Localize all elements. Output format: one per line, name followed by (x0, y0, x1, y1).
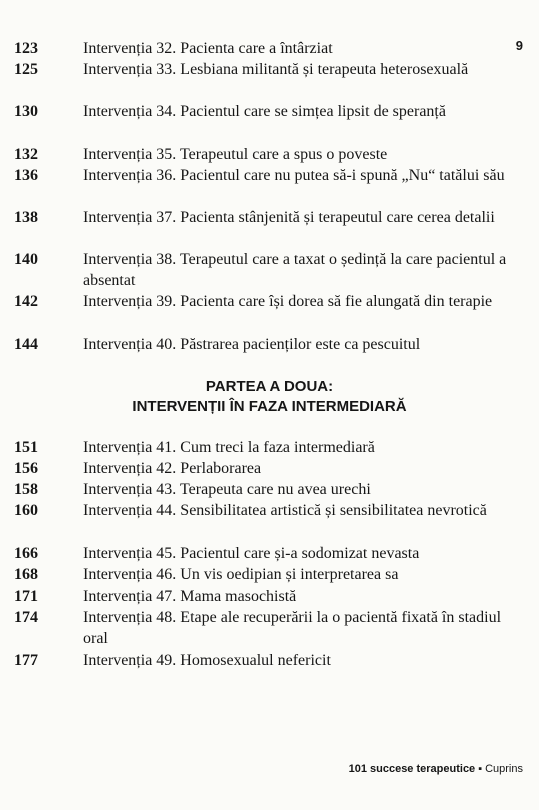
toc-entry-title: Intervenția 37. Pacienta stânjenită și terapeutul care cerea detalii (83, 209, 495, 226)
footer-separator: ▪ (478, 763, 483, 775)
toc-entry-title: Intervenția 48. Etape ale recuperării la o pacientă fixată în stadiul oral (83, 609, 502, 647)
toc-page-number: 174 (14, 609, 38, 626)
toc-entry-title: Intervenția 42. Perlaborarea (83, 460, 262, 477)
toc-entry-title: Intervenția 44. Sensibilitatea artistică și sensibilitatea nevrotică (83, 502, 487, 519)
toc-entry-title: Intervenția 32. Pacienta care a întârziat (83, 40, 333, 57)
toc-entry-title: Intervenția 46. Un vis oedipian și interpretarea sa (83, 566, 399, 583)
toc-page-number: 130 (14, 103, 38, 120)
toc-page-number: 123 (14, 40, 38, 57)
section-heading-part-label: PARTEA A DOUA: (205, 378, 334, 395)
footer-book-title: 101 succese terapeutice (348, 763, 476, 775)
toc-entry-title: Intervenția 36. Pacientul care nu putea să-i spună „Nu“ tatălui său (83, 167, 505, 184)
toc-entry-title: Intervenția 38. Terapeutul care a taxat o ședință la care pacientul a absentat (83, 251, 507, 289)
toc-entry-title: Intervenția 39. Pacienta care își dorea să fie alungată din terapie (83, 293, 493, 310)
toc-page-number: 166 (14, 545, 38, 562)
toc-page-number: 144 (14, 336, 38, 353)
toc-entry-title: Intervenția 35. Terapeutul care a spus o poveste (83, 146, 388, 163)
footer-section-name: Cuprins (485, 763, 523, 775)
running-footer (349, 763, 523, 775)
toc-page-number: 177 (14, 652, 38, 669)
toc-page-number: 142 (14, 293, 38, 310)
toc-page-number: 160 (14, 502, 38, 519)
toc-entry-title: Intervenția 34. Pacientul care se simțea lipsit de speranță (83, 103, 446, 120)
toc-page-number: 138 (14, 209, 38, 226)
toc-page-number: 158 (14, 481, 38, 498)
toc-entry-title: Intervenția 45. Pacientul care și-a sodomizat nevasta (83, 545, 420, 562)
toc-page-number: 168 (14, 566, 38, 583)
toc-page-number: 125 (14, 61, 38, 78)
toc-page-number: 171 (14, 588, 38, 605)
toc-page-number: 151 (14, 439, 38, 456)
toc-entry-title: Intervenția 47. Mama masochistă (83, 588, 297, 605)
toc-page-number: 140 (14, 251, 38, 268)
toc-page-number: 156 (14, 460, 38, 477)
toc-entry-title: Intervenția 40. Păstrarea pacienților este ca pescuitul (83, 336, 421, 353)
toc-entry-title: Intervenția 43. Terapeuta care nu avea urechi (83, 481, 371, 498)
toc-entry-title: Intervenția 33. Lesbiana militantă și terapeuta heterosexuală (83, 61, 469, 78)
toc-entry-title: Intervenția 41. Cum treci la faza intermediară (83, 439, 375, 456)
section-heading-part-title: INTERVENȚII ÎN FAZA INTERMEDIARĂ (132, 398, 407, 415)
toc-page-number: 132 (14, 146, 38, 163)
toc-page-number: 136 (14, 167, 38, 184)
page-number: 9 (515, 38, 523, 53)
toc-entry-title: Intervenția 49. Homosexualul nefericit (83, 652, 331, 669)
